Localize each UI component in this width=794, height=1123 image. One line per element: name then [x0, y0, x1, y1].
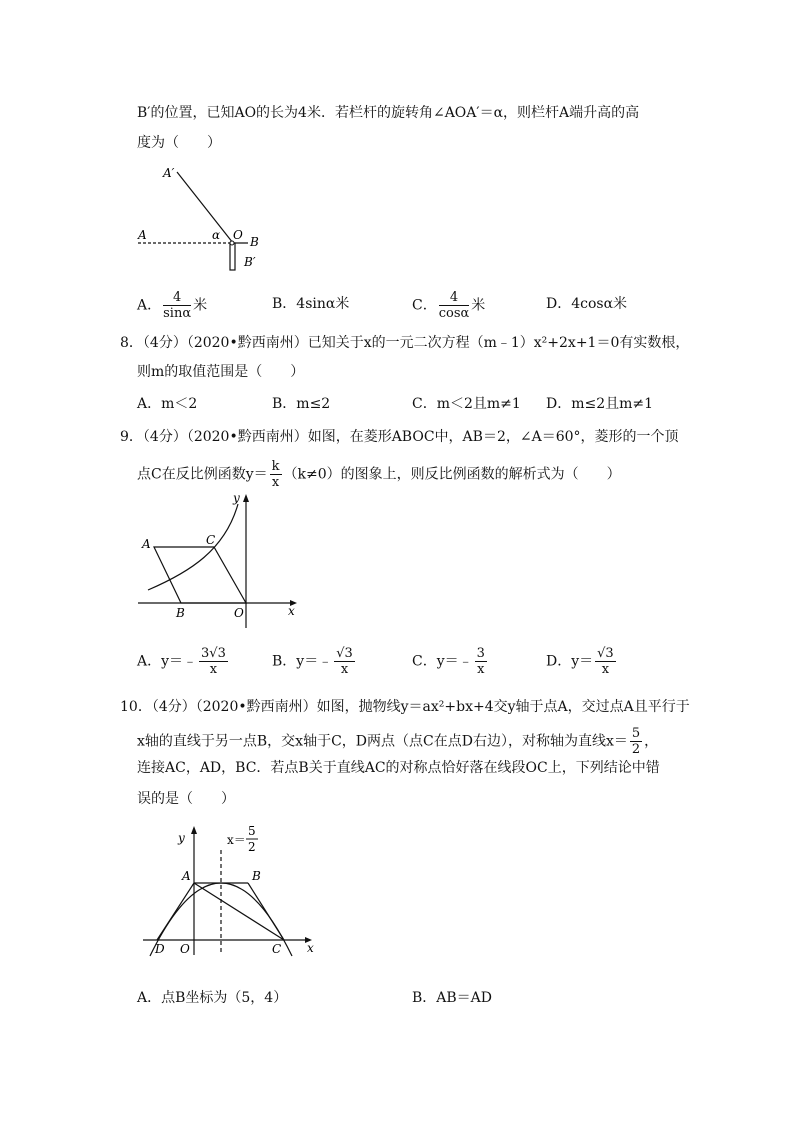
q9-label-b: B: [176, 606, 185, 620]
q9-option-a[interactable]: A．y＝﹣ $\frac{3√3}{x}$: [137, 646, 226, 677]
q7-option-d[interactable]: D．4cosα米: [546, 296, 628, 312]
q10-label-axis-den: 2: [248, 840, 256, 854]
q7-text-line2: 度为（ ）: [137, 135, 221, 151]
q7-text-line1: B′的位置，已知AO的长为4米．若栏杆的旋转角∠AOA′＝α，则栏杆A端升高的高: [137, 105, 640, 121]
q7-option-c-fraction: $\frac{4}{\cos\alpha}$: [438, 290, 470, 321]
q7-option-b[interactable]: B．4sinα米: [272, 296, 350, 312]
q10-figure: [135, 820, 335, 960]
q10-label-axis-num: 5: [248, 824, 256, 838]
q10-option-a[interactable]: A．点B坐标为（5，4）: [137, 990, 288, 1006]
q9-label-x: x: [288, 604, 295, 618]
q10-text-line2: x轴的直线于另一点B，交x轴于C，D两点（点C在点D右边），对称轴为直线x＝ $\frac{5}{2}$ ，: [137, 726, 659, 757]
q8-option-b[interactable]: B．m≤2: [272, 396, 331, 412]
q9-option-d[interactable]: D．y＝ $\frac{√3}{x}$: [546, 646, 614, 677]
q10-label-d: D: [155, 942, 165, 956]
q7-option-c[interactable]: C． $\frac{4}{\cos\alpha}$ 米: [412, 290, 486, 321]
q7-label-o: O: [233, 228, 243, 242]
q8-option-a[interactable]: A．m＜2: [137, 396, 198, 412]
q10-segment-ac: [194, 883, 284, 940]
q10-label-y: y: [178, 831, 185, 845]
q9-label-a: A: [142, 537, 151, 551]
q10-label-axis-eq: x＝: [227, 833, 246, 847]
q10-segment-bc: [248, 883, 284, 940]
q9-text-line2: 点C在反比例函数y＝ $\frac{k}{x}$ （k≠0）的图象上，则反比例函数的解析式为（ ）: [137, 459, 621, 490]
q9-option-b[interactable]: B．y＝﹣ $\frac{√3}{x}$: [272, 646, 353, 677]
q8-option-c[interactable]: C．m＜2且m≠1: [412, 396, 521, 412]
q9-figure: [130, 490, 310, 630]
q10-text-line1: 10．（4分）（2020•黔西南州）如图，抛物线y＝ax²+bx+4交y轴于点A，交过点A且平行于: [120, 699, 690, 715]
q9-rhombus: [154, 547, 246, 603]
q9-option-c[interactable]: C．y＝﹣ $\frac{3}{x}$: [412, 646, 485, 677]
q7-label-a1: A′: [163, 166, 175, 180]
q7-post: [230, 243, 235, 270]
q7-label-a: A: [138, 228, 147, 242]
q7-label-b1: B′: [244, 255, 256, 269]
q10-text-line4: 误的是（ ）: [137, 791, 235, 807]
q8-text-line1: 8．（4分）（2020•黔西南州）已知关于x的一元二次方程（m﹣1）x²+2x+1＝0有实数根，: [120, 335, 690, 351]
q7-figure: [130, 160, 280, 280]
q10-label-o: O: [180, 942, 190, 956]
q10-text-line3: 连接AC，AD，BC．若点B关于直线AC的对称点恰好落在线段OC上，下列结论中错: [137, 760, 660, 776]
q10-option-b[interactable]: B．AB＝AD: [412, 990, 493, 1006]
q10-label-a: A: [182, 869, 191, 883]
q10-y-arrow: [191, 826, 197, 834]
q10-label-c: C: [272, 942, 282, 956]
q7-option-a[interactable]: A． $\frac{4}{\sin\alpha}$ 米: [137, 290, 208, 321]
q7-option-a-fraction: $\frac{4}{\sin\alpha}$: [163, 290, 192, 321]
q10-segment-ad: [157, 883, 194, 940]
q7-label-b: B: [250, 235, 259, 249]
q10-five-halves: $\frac{5}{2}$: [631, 726, 641, 757]
q9-k-over-x: $\frac{k}{x}$: [271, 459, 280, 490]
q9-text-line1: 9．（4分）（2020•黔西南州）如图，在菱形ABOC中，AB＝2，∠A＝60°，菱形的一个顶: [120, 429, 679, 445]
q9-y-arrow: [243, 494, 249, 502]
q10-label-b: B: [252, 869, 261, 883]
q9-label-y: y: [233, 491, 240, 505]
q9-label-c: C: [206, 533, 216, 547]
q8-option-d[interactable]: D．m≤2且m≠1: [546, 396, 654, 412]
q7-label-alpha: α: [212, 228, 221, 242]
q9-label-o: O: [234, 606, 244, 620]
q10-label-x: x: [307, 941, 314, 955]
q7-rod-oa1: [177, 172, 233, 243]
q8-text-line2: 则m的取值范围是（ ）: [137, 364, 305, 380]
